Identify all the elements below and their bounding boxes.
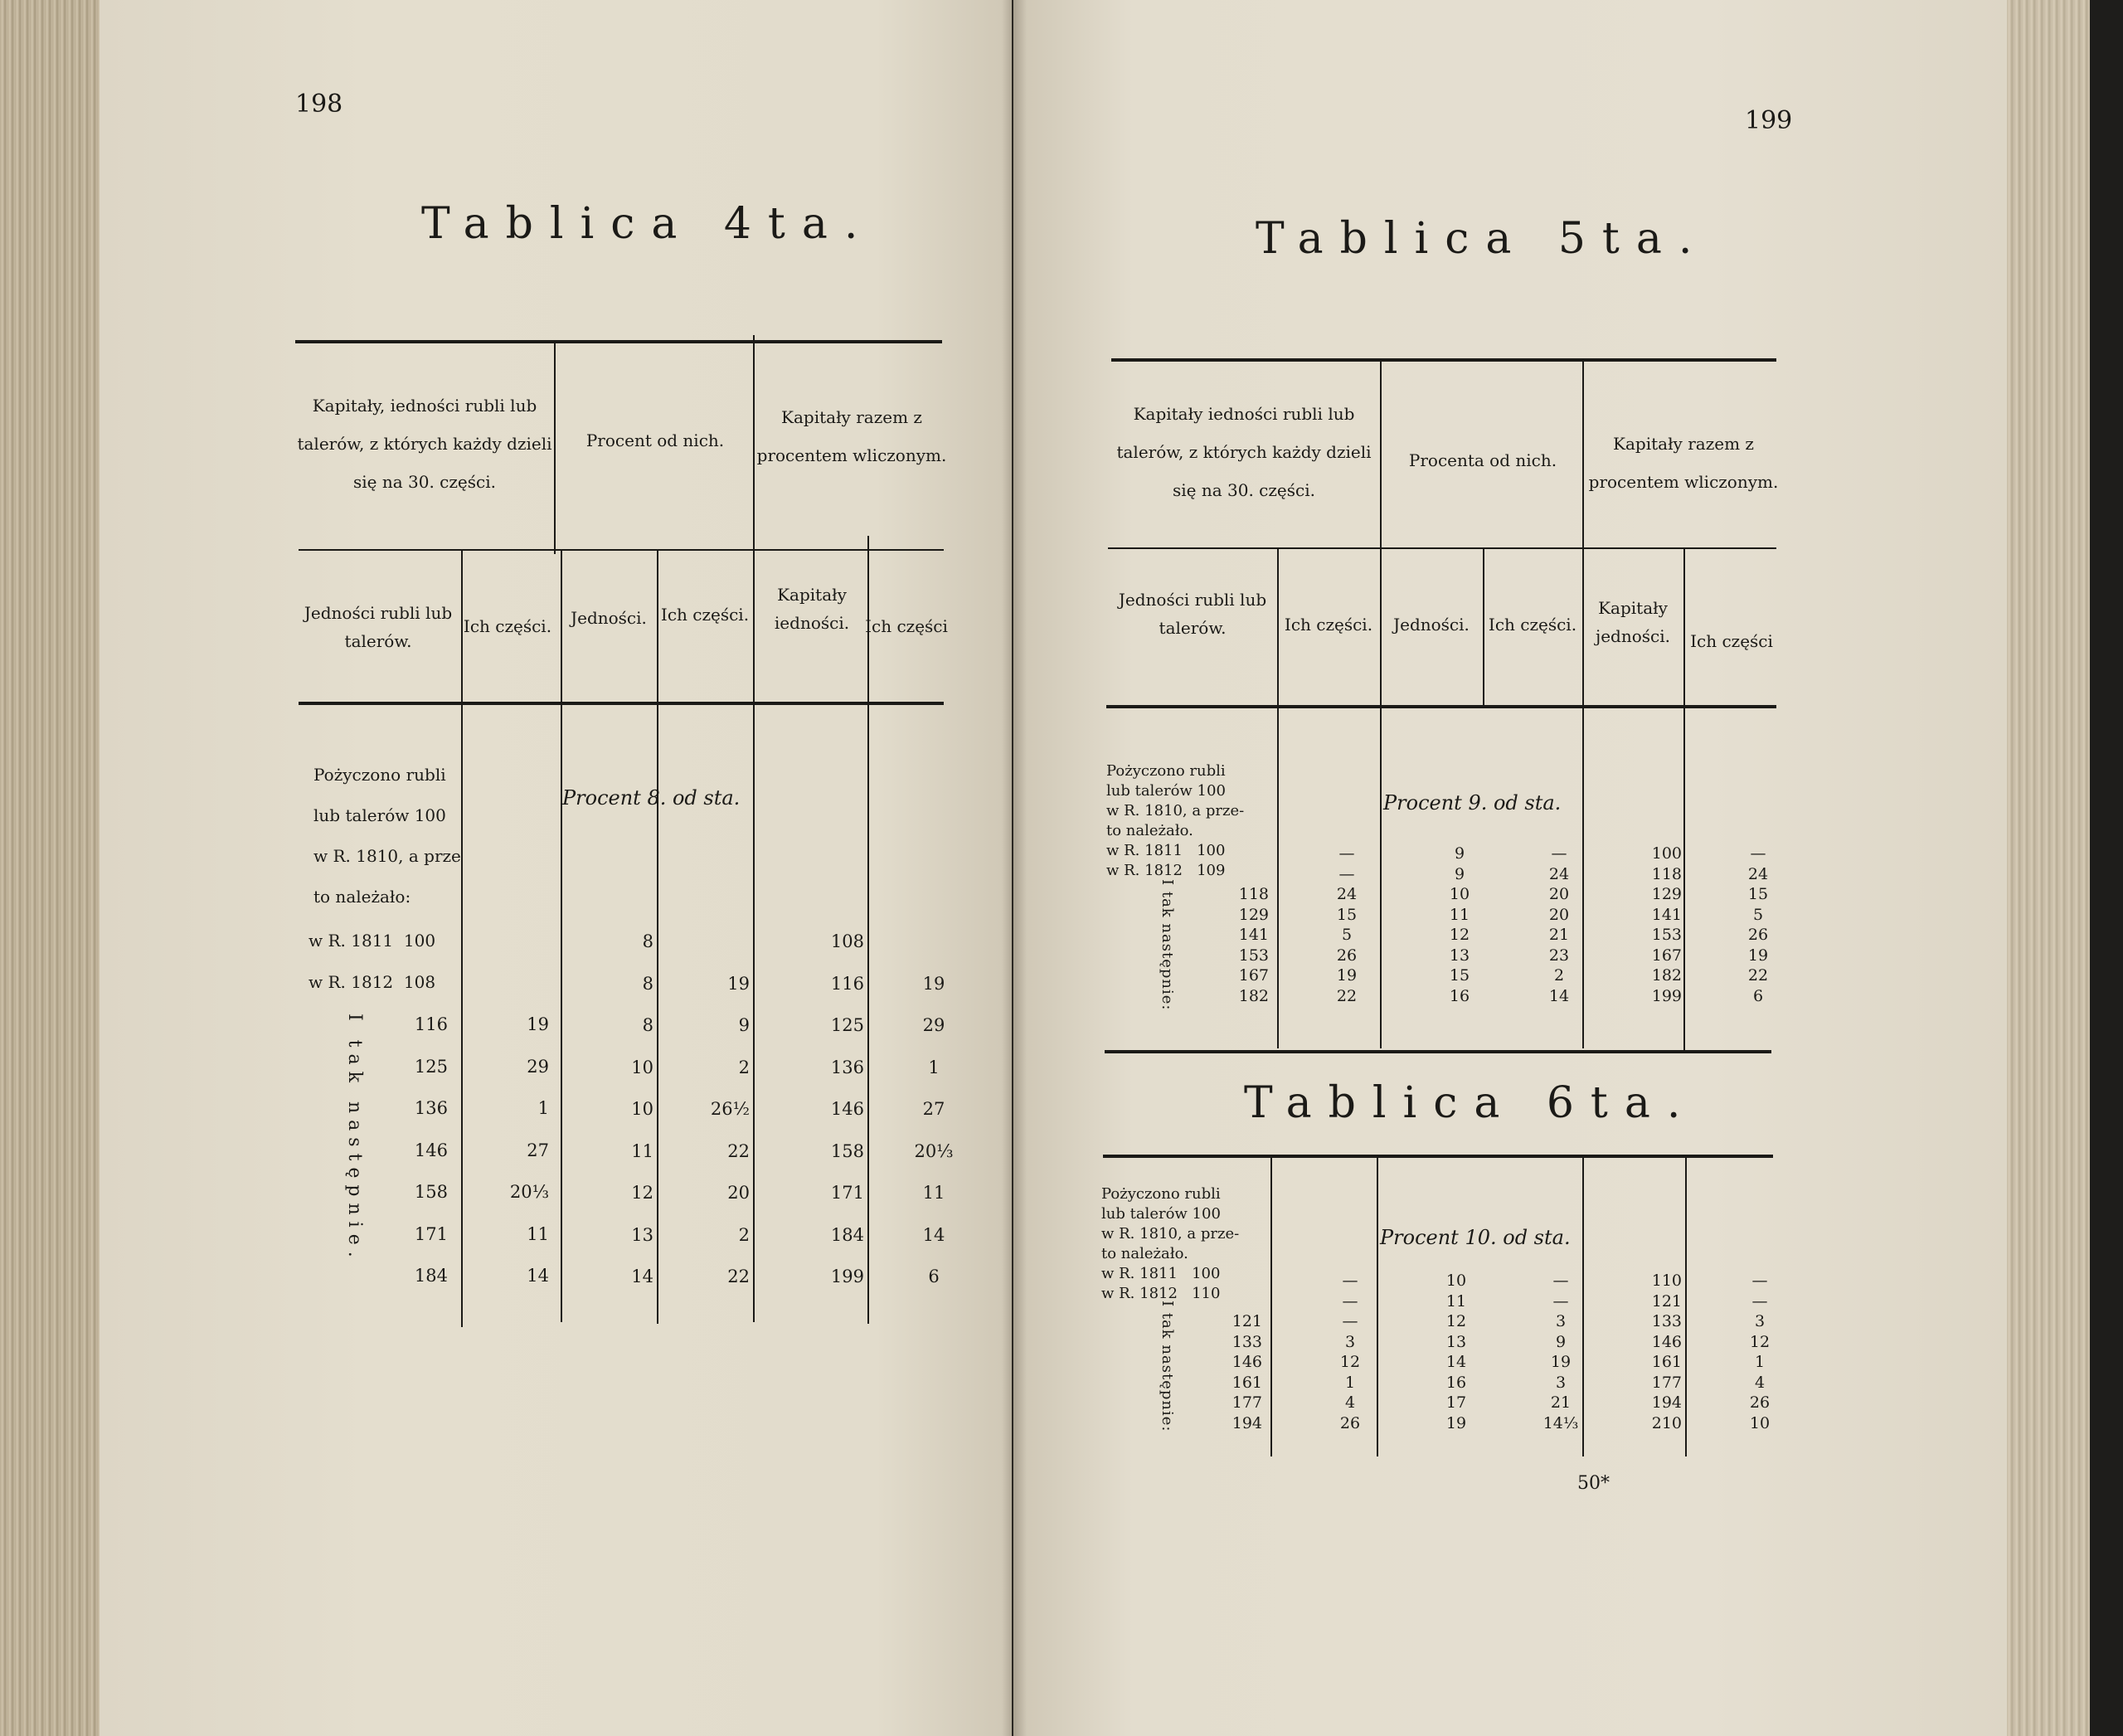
table5-sub-total-parts: Ich części	[1690, 631, 1773, 651]
table4-stub-1811: w R. 1811 100	[308, 931, 436, 951]
table5-header-interest: Procenta od nich.	[1408, 450, 1557, 470]
table5-col-interest-parts: — 24 20 20 21 23 2 14	[1548, 844, 1570, 1005]
table4-stub: Pożyczono rubli lub talerów 100 w R. 1810, a prze to należało:	[313, 765, 461, 907]
table4-divider	[554, 342, 556, 554]
table4-top-rule	[295, 340, 942, 343]
table5-percent-label: Procent 9. od sta.	[1383, 791, 1562, 815]
table5-header-capital: Kapitały iedności rubli lub talerów, z których każdy dzieli się na 30. części.	[1116, 404, 1372, 500]
table6-stub: Pożyczono rubli lub talerów 100 w R. 1810, a prze- to należało. w R. 1811 100 w R. 1812 110	[1101, 1185, 1240, 1302]
table4-header-interest: Procent od nich.	[585, 430, 725, 450]
table4-col-total-units: 108 116 125 136 146 158 171 184 199	[830, 931, 864, 1286]
table4-header-rule	[299, 549, 944, 551]
table6-vertical-label: I tak następnie:	[1159, 1301, 1176, 1432]
table4-vertical-label: I tak następnie.	[344, 1014, 365, 1264]
table5-subheader-rule	[1106, 705, 1776, 708]
table6-col-total-parts: — — 3 12 1 4 26 10	[1749, 1272, 1771, 1432]
table5-stub: Pożyczono rubli lub talerów 100 w R. 1810, a prze- to należało. w R. 1811 100 w R. 1812 109	[1106, 762, 1245, 879]
table4-sub-interest-parts: Ich części.	[660, 605, 750, 625]
table5-col-total-units: 100 118 129 141 153 167 182 199	[1651, 844, 1682, 1005]
table5-sub-parts: Ich części.	[1284, 615, 1373, 635]
table6-divider	[1377, 1158, 1378, 1456]
table6-divider	[1685, 1158, 1687, 1456]
book-gutter	[1002, 0, 1027, 1736]
table6-percent-label: Procent 10. od sta.	[1380, 1226, 1571, 1249]
table6-divider	[1270, 1158, 1272, 1456]
table4-subheader-rule	[299, 702, 944, 705]
table6-top-rule	[1103, 1155, 1773, 1158]
table5-divider	[1380, 360, 1382, 1048]
table6-title: Tablica 6ta.	[1244, 1078, 1698, 1128]
table4-stub-1812: w R. 1812 108	[308, 972, 436, 992]
table4-percent-label: Procent 8. od sta.	[562, 786, 741, 810]
book-edge-left	[0, 0, 100, 1736]
table5-col-capital-parts: — — 24 15 5 26 19 22	[1336, 844, 1358, 1005]
printer-signature: 50*	[1577, 1473, 1610, 1494]
table4-sub-parts: Ich części.	[463, 616, 552, 636]
table4-divider	[461, 551, 463, 1327]
table4-divider	[561, 551, 562, 1322]
table4-divider	[657, 551, 658, 1324]
table5-col-interest-units: 9 9 10 11 12 13 15 16	[1449, 844, 1470, 1005]
table6-col-total-units: 110 121 133 146 161 177 194 210	[1651, 1272, 1682, 1432]
table4-sub-interest-units: Jedności.	[571, 608, 647, 628]
table6-col-capital-units: 121 133 146 161 177 194	[1232, 1312, 1262, 1432]
table4-title: Tablica 4ta.	[421, 199, 875, 249]
table5-bottom-rule	[1105, 1050, 1771, 1053]
table5-col-total-parts: — 24 15 5 26 19 22 6	[1747, 844, 1769, 1005]
table4-sub-total-units: Kapitały iedności.	[774, 585, 850, 633]
table5-header-total: Kapitały razem z procentem wliczonym.	[1588, 434, 1779, 492]
table6-col-capital-parts: — — — 3 12 1 4 26	[1339, 1272, 1361, 1432]
table4-sub-total-parts: Ich części	[865, 616, 948, 636]
page-number-left: 198	[295, 90, 343, 119]
table5-sub-units: Jedności rubli lub talerów.	[1118, 590, 1267, 638]
table5-col-capital-units: 118 129 141 153 167 182	[1238, 885, 1269, 1005]
table4-header-capital: Kapitały, iedności rubli lub talerów, z których każdy dzieli się na 30. części.	[297, 396, 552, 492]
table4-divider	[867, 536, 869, 1324]
table6-col-interest-parts: — — 3 9 19 3 21 14⅓	[1542, 1272, 1579, 1432]
table5-header-rule	[1108, 547, 1776, 549]
table6-col-interest-units: 10 11 12 13 14 16 17 19	[1445, 1272, 1467, 1432]
table4-col-capital-parts: 19 29 1 27 20⅓ 11 14	[509, 1014, 549, 1286]
table5-sub-total-units: Kapitały jedności.	[1596, 598, 1670, 646]
table4-col-total-parts: 19 29 1 27 20⅓ 11 14 6	[914, 973, 954, 1286]
table5-title: Tablica 5ta.	[1256, 214, 1709, 264]
page-number-right: 199	[1745, 106, 1793, 135]
table4-col-capital-units: 116 125 136 146 158 171 184	[414, 1014, 448, 1286]
book-edge-right	[2007, 0, 2090, 1736]
table5-top-rule	[1111, 358, 1776, 362]
table5-vertical-label: I tak następnie:	[1159, 879, 1176, 1011]
table4-header-total: Kapitały razem z procentem wliczonym.	[756, 407, 947, 465]
table5-divider	[1683, 549, 1685, 1050]
table4-divider	[753, 335, 755, 1322]
left-page	[100, 0, 1012, 1736]
table4-col-interest-units: 8 8 8 10 10 11 12 13 14	[631, 931, 653, 1286]
table5-sub-interest-parts: Ich części.	[1488, 615, 1577, 635]
table4-sub-units: Jedności rubli lub talerów.	[304, 603, 453, 651]
table4-col-interest-parts: 19 9 2 26½ 22 20 2 22	[710, 973, 750, 1286]
table5-sub-interest-units: Jedności.	[1393, 615, 1470, 635]
